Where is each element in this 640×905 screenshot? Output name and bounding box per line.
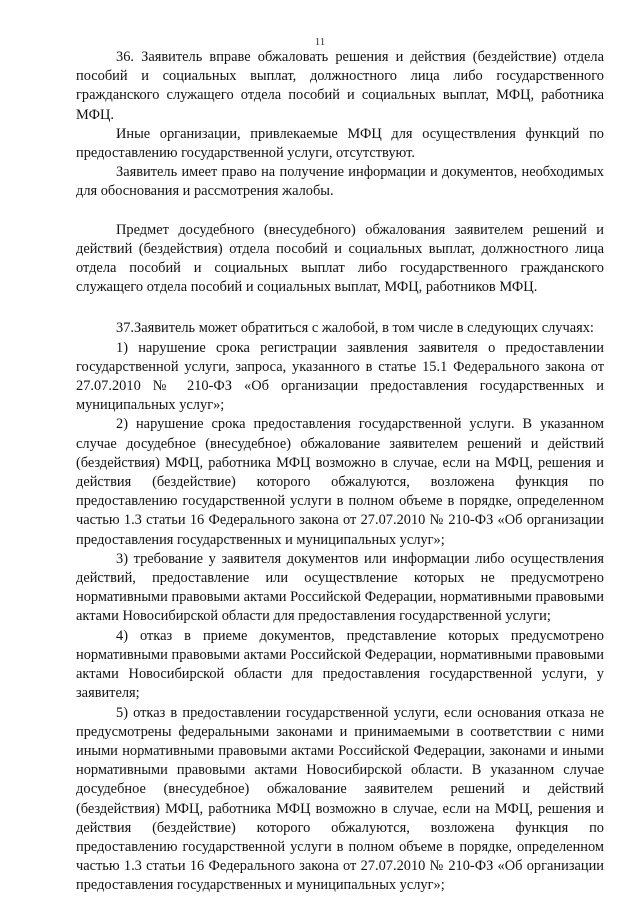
paragraph-right-to-information: Заявитель имеет право на получение информации и документов, необходимых для обоснования и рассмотрения жалобы. (76, 164, 604, 200)
paragraph-37-intro: 37.Заявитель может обратиться с жалобой, в том числе в следующих случаях: (116, 320, 594, 337)
paragraph-36: 36. Заявитель вправе обжаловать решения и действия (бездействие) отдела пособий и социальных выплат, должностного лица либо государственного гражданского служащего отдела пособий и социальных выплат, МФЦ, работника МФЦ. (76, 49, 604, 123)
page-number: 11 (314, 36, 326, 48)
list-item-1: 1) нарушение срока регистрации заявления заявителя о предоставлении государственной услуги, запроса, указанного в статье 15.1 Федерального закона от 27.07.2010 № 210-ФЗ «Об организации предоставления государственных и муниципальных услуг»; (76, 339, 604, 414)
list-item-4: 4) отказ в приеме документов, представление которых предусмотрено нормативными правовыми актами Российской Федерации, нормативными правовыми актами Новосибирской области для предоставления государственной услуги, у заявителя; (76, 627, 604, 702)
list-item-3: 3) требование у заявителя документов или информации либо осуществления действий, предоставление или осуществление которых не предусмотрено нормативными правовыми актами Российской Федерации, нормативными правовыми актами Новосибирской области для предоставления государственной услуги; (76, 550, 604, 625)
list-item-5: 5) отказ в предоставлении государственной услуги, если основания отказа не предусмотрены федеральными законами и принимаемыми в соответствии с ними иными нормативными правовыми актами Российской Федерации, законами и иными нормативными правовыми актами Новосибирской области. В указанном случае досудебное (внесудебное) обжалование заявителем решений и действий (бездействия) МФЦ, работника МФЦ возможно в случае, если на МФЦ, решения и действия (бездействие) которого обжалуются, возложена функция по предоставлению государственной услуги в полном объеме в порядке, определенном частью 1.3 статьи 16 Федерального закона от 27.07.2010 № 210-ФЗ «Об организации предоставления государственных и муниципальных услуг»; (76, 704, 604, 894)
paragraph-spacer (76, 297, 604, 319)
paragraph-other-organizations: Иные организации, привлекаемые МФЦ для осуществления функций по предоставлению государственной услуги, отсутствуют. (76, 125, 604, 162)
paragraph-spacer (76, 202, 604, 221)
list-item-2: 2) нарушение срока предоставления государственной услуги. В указанном случае досудебное (внесудебное) обжалование заявителем решений и действий (бездействия) МФЦ, работника МФЦ возможно в случае, если на МФЦ, решения и действия (бездействие) которого обжалуются, возложена функция по предоставлению государственной услуги в полном объеме в порядке, определенном частью 1.3 статьи 16 Федерального закона от 27.07.2010 № 210-ФЗ «Об организации предоставления государственных и муниципальных услуг»; (76, 416, 604, 548)
paragraph-subject-of-appeal: Предмет досудебного (внесудебного) обжалования заявителем решений и действий (бездействия) отдела пособий и социальных выплат, должностного лица отдела пособий и социальных выплат либо государственного гражданского служащего отдела пособий и социальных выплат, МФЦ, работников МФЦ. (76, 221, 604, 296)
document-body (76, 48, 604, 896)
